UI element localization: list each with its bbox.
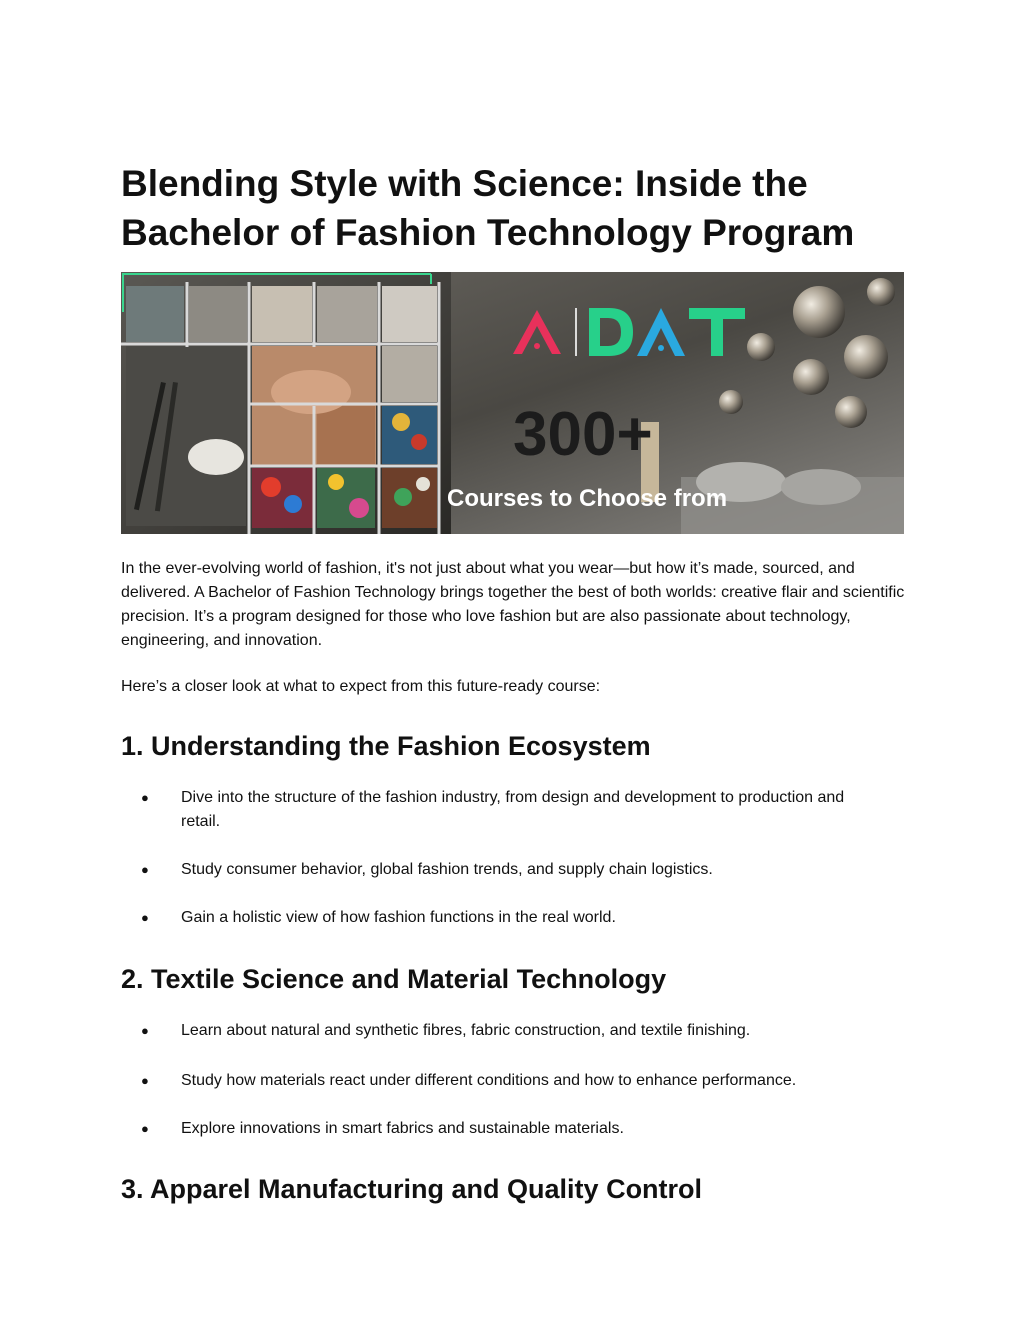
- list-item: [121, 1069, 881, 1093]
- collage-tiles: [126, 286, 437, 528]
- list-item: [121, 906, 881, 930]
- bullet-list: [121, 786, 911, 930]
- bullet-list: [121, 1019, 911, 1141]
- bullet-icon: ●: [141, 1073, 149, 1088]
- list-item-text: Dive into the structure of the fashion industry, from design and development to production and retail.: [181, 789, 845, 830]
- big-number: 300+: [513, 400, 653, 469]
- section-heading: 3. Apparel Manufacturing and Quality Control: [121, 1174, 703, 1204]
- list-item-text: Explore innovations in smart fabrics and sustainable materials.: [181, 1120, 624, 1137]
- list-item-text: Study how materials react under different conditions and how to enhance performance.: [181, 1072, 797, 1089]
- lead-paragraph: Here’s a closer look at what to expect from this future-ready course:: [121, 678, 601, 695]
- list-item: [121, 1117, 881, 1141]
- banner-image: [121, 272, 904, 534]
- banner-graphic: [121, 272, 904, 534]
- section-heading: 1. Understanding the Fashion Ecosystem: [121, 731, 651, 761]
- list-item-text: Learn about natural and synthetic fibres, fabric construction, and textile finishing.: [181, 1022, 751, 1039]
- section-heading: 2. Textile Science and Material Technology: [121, 964, 667, 994]
- list-item-text: Gain a holistic view of how fashion functions in the real world.: [181, 909, 616, 926]
- article-title: Blending Style with Science: Inside the Bachelor of Fashion Technology Program: [121, 163, 855, 253]
- list-item-text: Study consumer behavior, global fashion trends, and supply chain logistics.: [181, 861, 713, 878]
- bullet-icon: ●: [141, 910, 149, 925]
- banner-tagline: Courses to Choose from: [447, 485, 728, 512]
- list-item: [121, 1019, 881, 1043]
- list-item: [121, 858, 881, 882]
- intro-paragraph: In the ever-evolving world of fashion, it's not just about what you wear—but how it’s made, sourced, and delivered. A Bachelor of Fashion Technology brings together the best of both worlds: creative flair and scientific precision. It’s a program designed for those who love fashion but are also passionate about technology, engineering, and innovation.: [121, 560, 905, 649]
- bullet-icon: ●: [141, 1121, 149, 1136]
- bullet-icon: ●: [141, 862, 149, 877]
- bullet-icon: ●: [141, 1023, 149, 1038]
- bullet-icon: ●: [141, 790, 149, 805]
- list-item: [121, 786, 881, 834]
